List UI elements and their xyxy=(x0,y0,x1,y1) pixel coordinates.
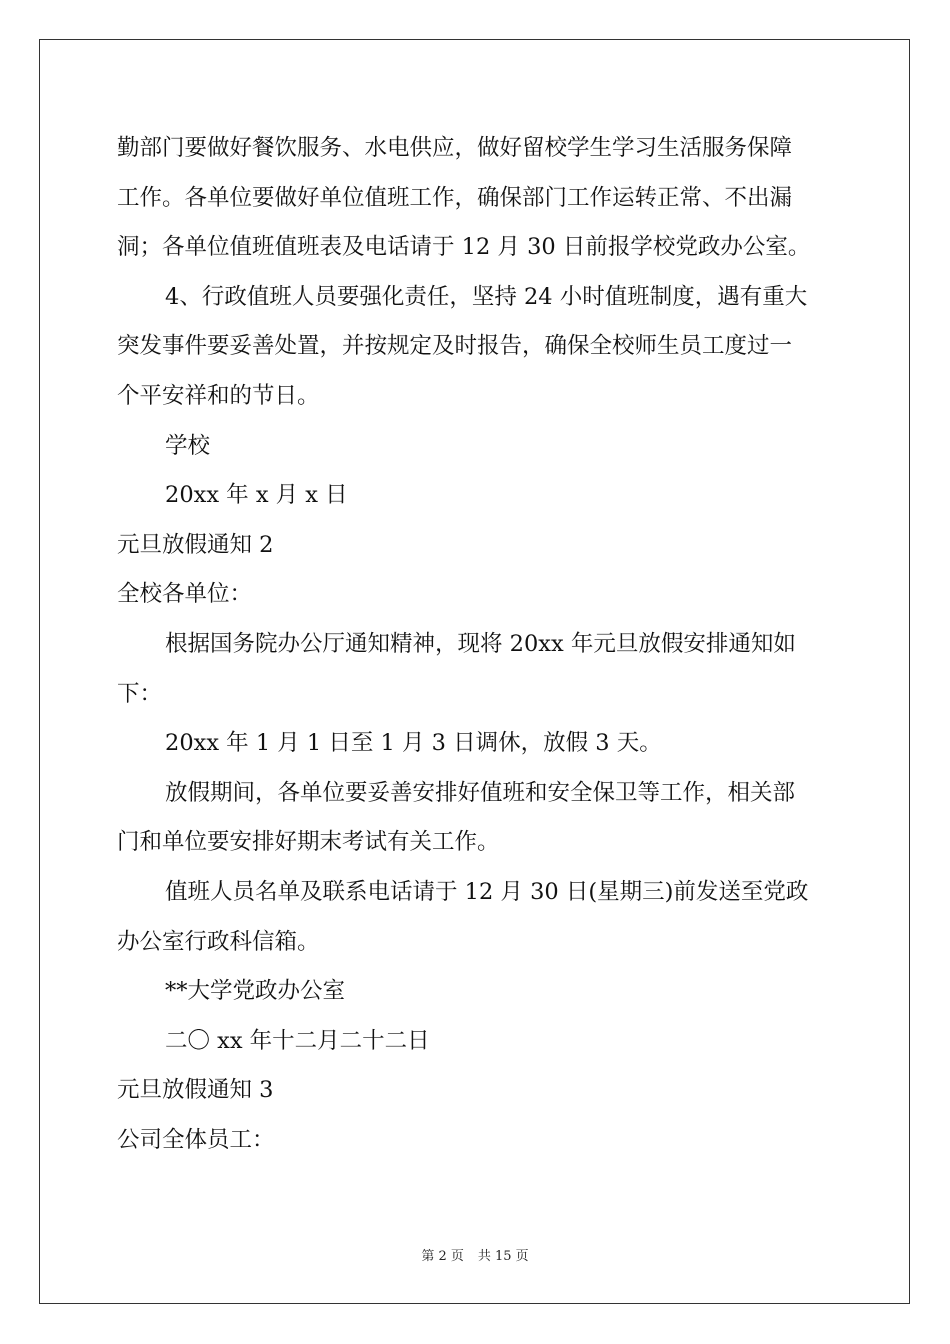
text-line: 下： xyxy=(117,680,163,707)
text-line: 洞；各单位值班值班表及电话请于 12 月 30 日前报学校党政办公室。 xyxy=(117,234,811,261)
text-line: 勤部门要做好餐饮服务、水电供应，做好留校学生学习生活服务保障 xyxy=(117,135,793,161)
text-line: 个平安祥和的节日。 xyxy=(117,382,320,409)
text-line: 20xx 年 1 月 1 日至 1 月 3 日调休，放假 3 天。 xyxy=(165,730,662,757)
document-body xyxy=(117,124,833,1165)
salutation: 公司全体员工： xyxy=(117,1126,275,1153)
text-line: 放假期间，各单位要妥善安排好值班和安全保卫等工作，相关部 xyxy=(165,779,796,806)
section-heading: 元旦放假通知 2 xyxy=(117,531,274,558)
signature-org: 学校 xyxy=(165,432,211,459)
text-line: 根据国务院办公厅通知精神，现将 20xx 年元旦放假安排通知如 xyxy=(165,630,796,657)
section-heading: 元旦放假通知 3 xyxy=(117,1077,274,1104)
text-line: 办公室行政科信箱。 xyxy=(117,928,320,955)
text-line: 工作。各单位要做好单位值班工作，确保部门工作运转正常、不出漏 xyxy=(117,184,793,211)
text-line: 值班人员名单及联系电话请于 12 月 30 日(星期三)前发送至党政 xyxy=(165,878,809,905)
text-line: 门和单位要安排好期末考试有关工作。 xyxy=(117,829,500,856)
salutation: 全校各单位： xyxy=(117,581,253,608)
text-line: 突发事件要妥善处置，并按规定及时报告，确保全校师生员工度过一 xyxy=(117,333,793,360)
page-footer xyxy=(0,1245,950,1264)
text-line: 4、行政值班人员要强化责任，坚持 24 小时值班制度，遇有重大 xyxy=(165,283,808,310)
signature-org: **大学党政办公室 xyxy=(165,978,346,1005)
signature-date: 二〇 xx 年十二月二十二日 xyxy=(165,1027,430,1054)
page-total: 共 15 页 xyxy=(477,1249,529,1264)
page-number: 第 2 页 xyxy=(421,1249,464,1264)
signature-date: 20xx 年 x 月 x 日 xyxy=(165,482,348,509)
